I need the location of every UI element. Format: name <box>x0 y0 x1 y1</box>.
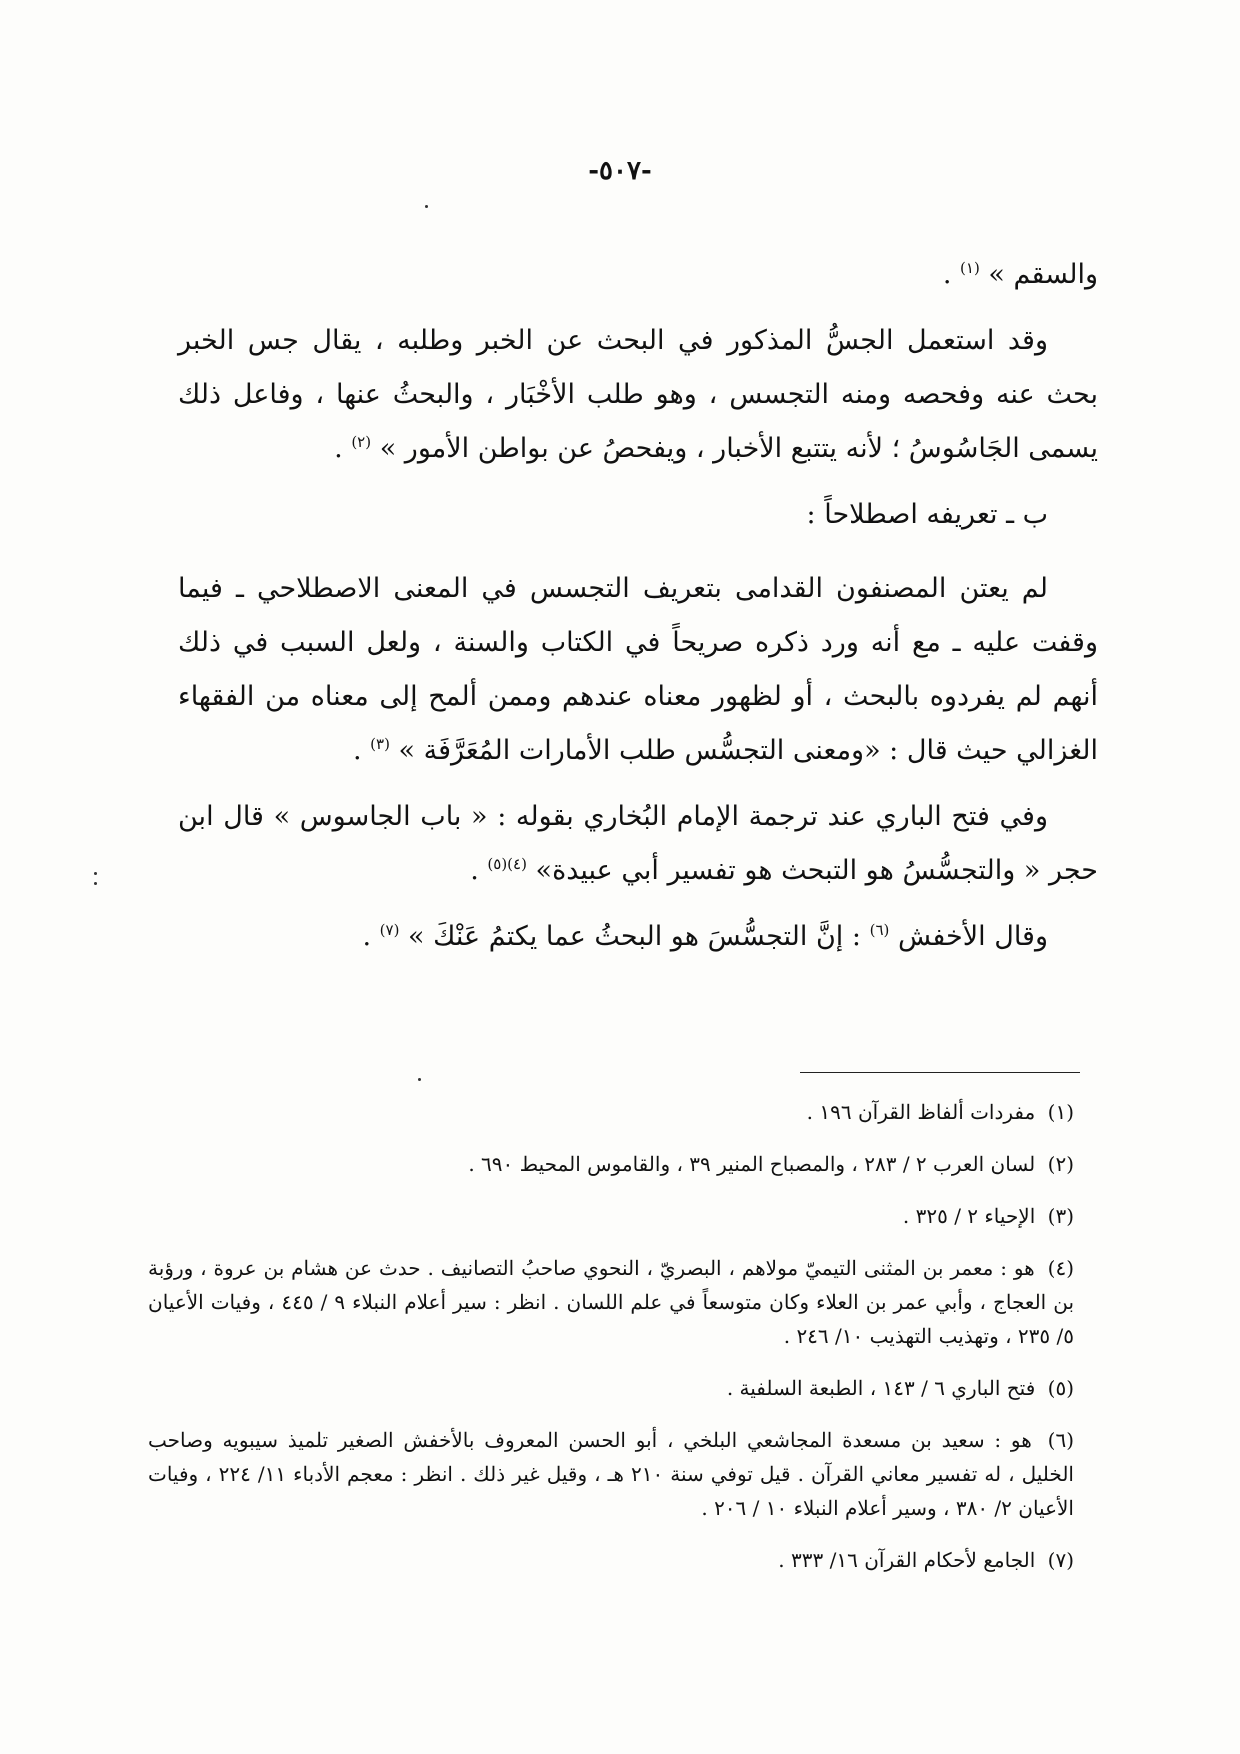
paragraph-tail: . <box>942 259 952 290</box>
scan-speck <box>94 882 97 885</box>
paragraph-text: لم يعتن المصنفون القدامى بتعريف التجسس في المعنى الاصطلاحي ـ فيما وقفت عليه ـ مع أنه ورد ذكره صريحاً في الكتاب والسنة ، ولعل السبب في ذلك أنهم لم يفردوه بالبحث ، أو لظهور معناه عندهم وممن ألمح إلى معناه من الفقهاء الغزالي حيث قال : «ومعنى التجسُّس طلب الأمارات المُعَرَّفَة » <box>178 573 1098 766</box>
footnote-item <box>148 1251 1074 1353</box>
scan-speck <box>418 1078 421 1081</box>
footnote-ref[interactable]: (١) <box>960 259 980 277</box>
paragraph-tail: . <box>334 433 343 464</box>
footnote-ref[interactable]: (٣) <box>370 735 390 753</box>
footnote-text: هو : سعيد بن مسعدة المجاشعي البلخي ، أبو الحسن المعروف بالأخفش الصغير تلميذ سيبويه وصاحب الخليل ، له تفسير معاني القرآن . قيل توفي سنة ٢١٠ هـ ، وقيل غير ذلك . انظر : معجم الأدباء ١١/ ٢٢٤ ، وفيات الأعيان ٢/ ٣٨٠ ، وسير أعلام النبلاء ١٠ / ٢٠٦ . <box>148 1428 1074 1520</box>
footnotes <box>148 1095 1074 1595</box>
footnote-item <box>148 1423 1074 1525</box>
footnote-ref[interactable]: (٤)(٥) <box>487 855 527 873</box>
footnote-ref[interactable]: (٦) <box>869 921 890 939</box>
paragraph-tail: : إنَّ التجسُّسَ هو البحثُ عما يكتمُ عَنْكَ » <box>408 921 861 952</box>
page-number: -٥٠٧- <box>588 156 652 186</box>
paragraph-tail: . <box>362 921 372 952</box>
paragraph-text: وفي فتح الباري عند ترجمة الإمام البُخاري بقوله : « باب الجاسوس » قال ابن حجر « والتجسُّسُ هو التبحث هو تفسير أبي عبيدة» <box>178 801 1098 886</box>
scan-speck <box>425 205 428 208</box>
paragraph-text: وقد استعمل الجسُّ المذكور في البحث عن الخبر وطلبه ، يقال جس الخبر بحث عنه وفحصه ومنه التجسس ، وهو طلب الأخْبَار ، والبحثُ عنها ، وفاعل ذلك يسمى الجَاسُوسُ ؛ لأنه يتتبع الأخبار ، ويفحصُ عن بواطن الأمور » <box>178 325 1098 464</box>
footnote-separator <box>800 1072 1080 1073</box>
footnote-number: (٤) <box>1047 1256 1074 1280</box>
footnote-ref[interactable]: (٧) <box>379 921 400 939</box>
section-heading <box>178 488 1098 542</box>
footnote-text: الإحياء ٢ / ٣٢٥ . <box>902 1204 1036 1228</box>
footnote-text: هو : معمر بن المثنى التيميّ مولاهم ، البصريّ ، النحوي صاحبُ التصانيف . حدث عن هشام بن عروة ، ورؤبة بن العجاج ، وأبي عمر بن العلاء وكان متوسعاً في علم اللسان . انظر : سير أعلام النبلاء ٩ / ٤٤٥ ، وفيات الأعيان ٥/ ٢٣٥ ، وتهذيب التهذيب ١٠/ ٢٤٦ . <box>148 1256 1075 1348</box>
footnote-number: (٥) <box>1047 1376 1074 1400</box>
footnote-number: (٢) <box>1047 1152 1074 1176</box>
paragraph-tail: . <box>470 855 479 886</box>
paragraph-continuation <box>178 248 1098 302</box>
footnote-item <box>148 1543 1074 1577</box>
footnote-text: لسان العرب ٢ / ٢٨٣ ، والمصباح المنير ٣٩ ، والقاموس المحيط ٦٩٠ . <box>468 1152 1036 1176</box>
footnote-ref[interactable]: (٢) <box>351 433 372 451</box>
scan-speck <box>94 872 97 875</box>
paragraph-definition <box>178 562 1098 778</box>
footnote-text: فتح الباري ٦ / ١٤٣ ، الطبعة السلفية . <box>726 1376 1036 1400</box>
paragraph-text: والسقم » <box>988 259 1098 290</box>
footnote-item <box>148 1371 1074 1405</box>
footnote-number: (٧) <box>1047 1548 1074 1572</box>
paragraph-akhfash <box>178 910 1098 964</box>
footnote-text: الجامع لأحكام القرآن ١٦/ ٣٣٣ . <box>778 1548 1036 1572</box>
paragraph-tail: . <box>352 735 362 766</box>
main-text <box>178 248 1098 976</box>
footnote-number: (٣) <box>1047 1204 1074 1228</box>
paragraph-fath-albari <box>178 790 1098 898</box>
footnote-item <box>148 1147 1074 1181</box>
footnote-item <box>148 1199 1074 1233</box>
paragraph-linguistic <box>178 314 1098 476</box>
footnote-number: (٦) <box>1047 1428 1075 1452</box>
footnote-text: مفردات ألفاظ القرآن ١٩٦ . <box>806 1100 1036 1124</box>
heading-text: ب ـ تعريفه اصطلاحاً : <box>806 499 1048 530</box>
footnote-number: (١) <box>1047 1100 1074 1124</box>
footnote-item <box>148 1095 1074 1129</box>
paragraph-text: وقال الأخفش <box>897 921 1048 952</box>
